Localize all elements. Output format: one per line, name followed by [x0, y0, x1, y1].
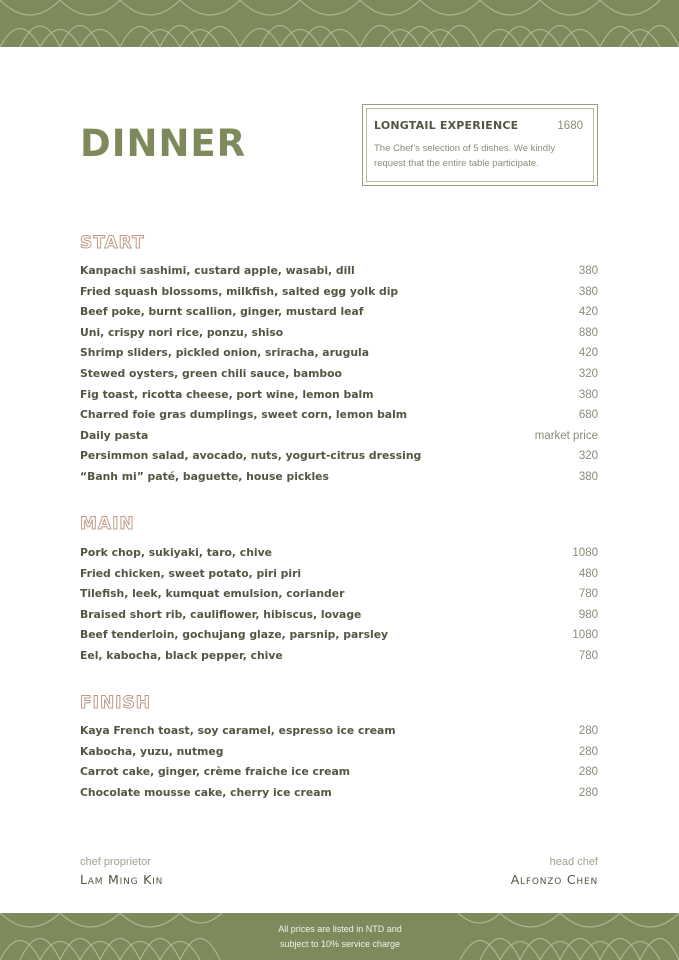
chef-proprietor-name: Lam Ming Kin: [80, 872, 164, 887]
section-title-finish: FINISH: [80, 693, 151, 713]
start-menu-list: [80, 263, 598, 490]
menu-item: [80, 469, 598, 490]
item-price: 780: [578, 588, 598, 601]
item-name: Fried squash blossoms, milkfish, salted egg yolk dip: [80, 284, 399, 298]
item-name: Tilefish, leek, kumquat emulsion, coriander: [80, 587, 345, 601]
item-name: Fig toast, ricotta cheese, port wine, lemon balm: [80, 387, 374, 401]
item-price: 380: [578, 285, 598, 298]
menu-item: [80, 648, 598, 669]
head-chef-role: head chef: [549, 856, 598, 868]
item-price: 1080: [572, 547, 598, 559]
menu-item: [80, 785, 598, 806]
page-title: DINNER: [80, 122, 247, 165]
menu-item: [80, 325, 598, 346]
head-chef-name: Alfonzo Chen: [510, 872, 598, 887]
section-title-main: MAIN: [80, 514, 135, 534]
item-price: 280: [578, 745, 598, 758]
menu-item: [80, 566, 598, 587]
menu-item: [80, 407, 598, 428]
menu-item: [80, 366, 598, 387]
item-name: Chocolate mousse cake, cherry ice cream: [80, 785, 332, 799]
item-price: 780: [578, 649, 598, 662]
item-price: 320: [578, 367, 598, 380]
item-price: 320: [578, 450, 598, 463]
item-price: 880: [578, 326, 598, 339]
item-price: 420: [578, 347, 598, 360]
item-price: 380: [578, 470, 598, 483]
price-disclaimer-line-2: subject to 10% service charge: [279, 938, 401, 949]
menu-item: [80, 723, 598, 744]
experience-price: 1680: [557, 120, 583, 132]
item-name: Kaya French toast, soy caramel, espresso ice cream: [80, 724, 396, 737]
item-name: Stewed oysters, green chili sauce, bamboo: [80, 366, 342, 380]
item-name: Carrot cake, ginger, crème fraiche ice cream: [80, 765, 351, 779]
price-disclaimer: [224, 913, 456, 960]
item-name: “Banh mi” paté, baguette, house pickles: [80, 469, 329, 483]
section-title-start: START: [80, 233, 145, 253]
menu-item: [80, 764, 598, 785]
menu-item: [80, 607, 598, 628]
menu-item: [80, 627, 598, 648]
item-name: Daily pasta: [80, 428, 149, 442]
item-price: 1080: [572, 629, 598, 642]
menu-item: [80, 545, 598, 566]
item-price: 980: [578, 608, 598, 621]
item-name: Fried chicken, sweet potato, piri piri: [80, 566, 302, 580]
item-price: 420: [578, 306, 598, 319]
menu-item: [80, 448, 598, 469]
item-name: Beef tenderloin, gochujang glaze, parsnip, parsley: [80, 628, 389, 642]
menu-item: [80, 744, 598, 765]
item-name: Eel, kabocha, black pepper, chive: [80, 648, 283, 662]
item-name: Pork chop, sukiyaki, taro, chive: [80, 546, 272, 559]
menu-item: [80, 428, 598, 449]
item-name: Kanpachi sashimi, custard apple, wasabi, dill: [80, 264, 355, 277]
item-name: Charred foie gras dumplings, sweet corn, lemon balm: [80, 408, 408, 422]
top-decorative-band: [0, 0, 679, 47]
menu-item: [80, 263, 598, 284]
menu-item: [80, 304, 598, 325]
leaf-pattern-top: [0, 0, 679, 47]
main-menu-list: [80, 545, 598, 669]
item-price: 480: [578, 567, 598, 580]
tasting-experience-box: [362, 104, 598, 186]
item-name: Persimmon salad, avocado, nuts, yogurt-citrus dressing: [80, 449, 422, 463]
item-name: Beef poke, burnt scallion, ginger, mustard leaf: [80, 305, 364, 319]
item-price: 680: [578, 409, 598, 422]
item-name: Shrimp sliders, pickled onion, sriracha, arugula: [80, 346, 370, 360]
item-price: 280: [578, 766, 598, 779]
item-price: 280: [578, 786, 598, 799]
menu-item: [80, 387, 598, 408]
chef-proprietor-role: chef proprietor: [80, 856, 151, 868]
menu-item: [80, 345, 598, 366]
experience-title: LONGTAIL EXPERIENCE: [374, 119, 519, 132]
item-price: 380: [578, 265, 598, 277]
menu-item: [80, 586, 598, 607]
item-name: Braised short rib, cauliflower, hibiscus, lovage: [80, 607, 362, 621]
price-disclaimer-line-1: All prices are listed in NTD and: [278, 923, 402, 934]
finish-menu-list: [80, 723, 598, 805]
item-name: Uni, crispy nori rice, ponzu, shiso: [80, 325, 284, 339]
item-price: market price: [534, 429, 598, 442]
item-price: 280: [578, 725, 598, 737]
menu-item: [80, 284, 598, 305]
item-name: Kabocha, yuzu, nutmeg: [80, 744, 224, 758]
experience-description: The Chef’s selection of 5 dishes. We kindly request that the entire table participate.: [374, 143, 555, 169]
item-price: 380: [578, 388, 598, 401]
